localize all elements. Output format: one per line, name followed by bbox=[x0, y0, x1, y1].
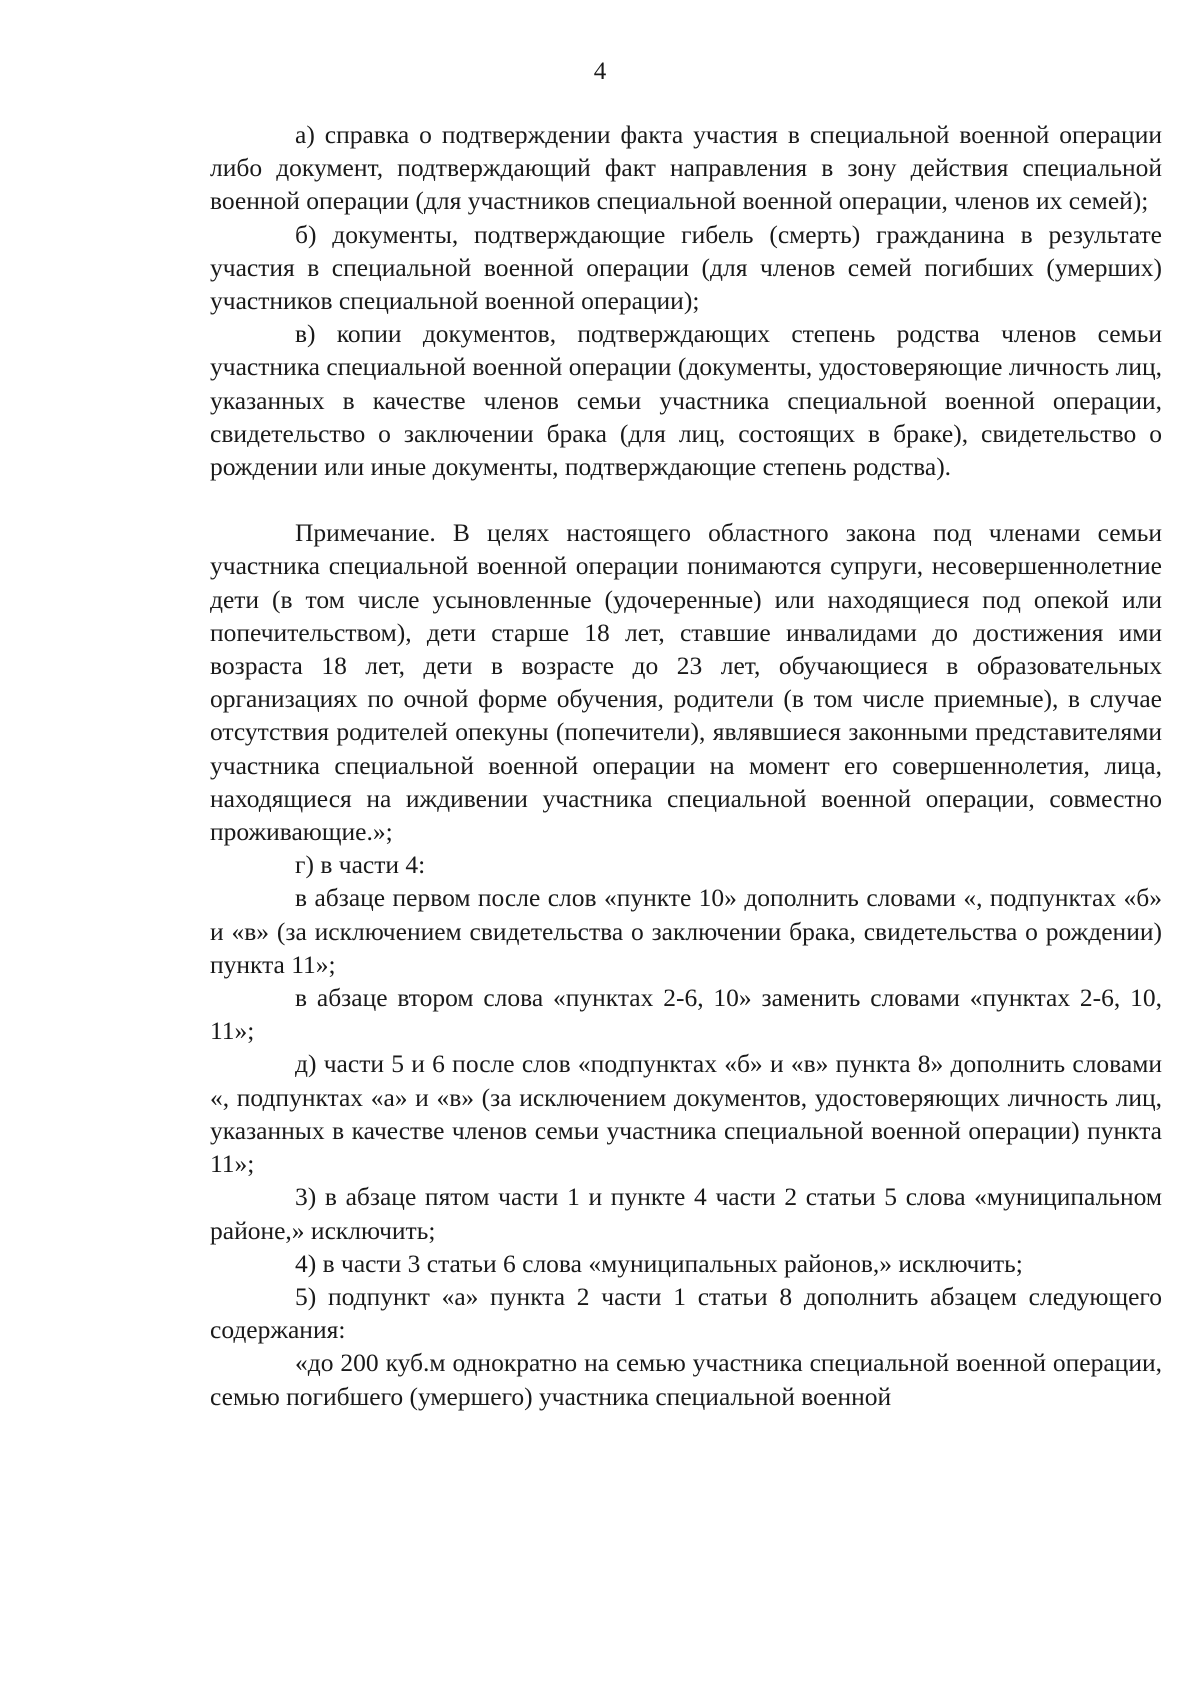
paragraph-subitem-d: д) части 5 и 6 после слов «подпунктах «б» и «в» пункта 8» дополнить словами «, подпунктах «а» и «в» (за исключением документов, удостоверяющих личность лиц, указанных в качестве членов семьи участника специальной военной операции) пункта 11»; bbox=[210, 1049, 1162, 1179]
paragraph-item-4: 4) в части 3 статьи 6 слова «муниципальных районов,» исключить; bbox=[295, 1248, 1023, 1278]
paragraph-subitem-a: а) справка о подтверждении факта участия в специальной военной операции либо документ, подтверждающий факт направления в зону действия специальной военной операции (для участников специальной военной операции, членов их семей); bbox=[210, 120, 1162, 216]
paragraph-second-abzac: в абзаце втором слова «пунктах 2-6, 10» заменить словами «пунктах 2-6, 10, 11»; bbox=[210, 983, 1162, 1046]
paragraph-first-abzac: в абзаце первом после слов «пункте 10» дополнить словами «, подпунктах «б» и «в» (за исключением свидетельства о заключении брака, свидетельства о рождении) пункта 11»; bbox=[210, 883, 1162, 979]
paragraph-item-3: 3) в абзаце пятом части 1 и пункте 4 части 2 статьи 5 слова «муниципальном районе,» исключить; bbox=[210, 1182, 1162, 1245]
paragraph-subitem-b: б) документы, подтверждающие гибель (смерть) гражданина в результате участия в специальной военной операции (для членов семей погибших (умерших) участников специальной военной операции); bbox=[210, 219, 1162, 316]
paragraph-item-5: 5) подпункт «а» пункта 2 части 1 статьи 8 дополнить абзацем следующего содержания: bbox=[210, 1281, 1162, 1345]
paragraph-subitem-v: в) копии документов, подтверждающих степень родства членов семьи участника специальной военной операции (документы, удостоверяющие личность лиц, указанных в качестве членов семьи участника специальной военной операции, свидетельство о заключении брака (для лиц, состоящих в браке), свидетельство о рождении или иные документы, подтверждающие степень родства). bbox=[210, 319, 1162, 482]
document-body bbox=[210, 118, 1162, 1413]
paragraph-note: Примечание. В целях настоящего областного закона под членами семьи участника специальной военной операции понимаются супруги, несовершеннолетние дети (в том числе усыновленные (удочеренные) или находящиеся под опекой или попечительством), дети старше 18 лет, ставшие инвалидами до достижения ими возраста 18 лет, дети в возрасте до 23 лет, обучающиеся в образовательных организациях по очной форме обучения, родители (в том числе приемные), в случае отсутствия родителей опекуны (попечители), являвшиеся законными представителями участника специальной военной операции на момент его совершеннолетия, лица, находящиеся на иждивении участника специальной военной операции, совместно проживающие.»; bbox=[210, 518, 1162, 847]
paragraph-quote: «до 200 куб.м однократно на семью участника специальной военной операции, семью погибшего (умершего) участника специальной военной bbox=[210, 1348, 1162, 1411]
paragraph-subitem-g: г) в части 4: bbox=[295, 850, 426, 880]
page-number: 4 bbox=[593, 58, 607, 85]
